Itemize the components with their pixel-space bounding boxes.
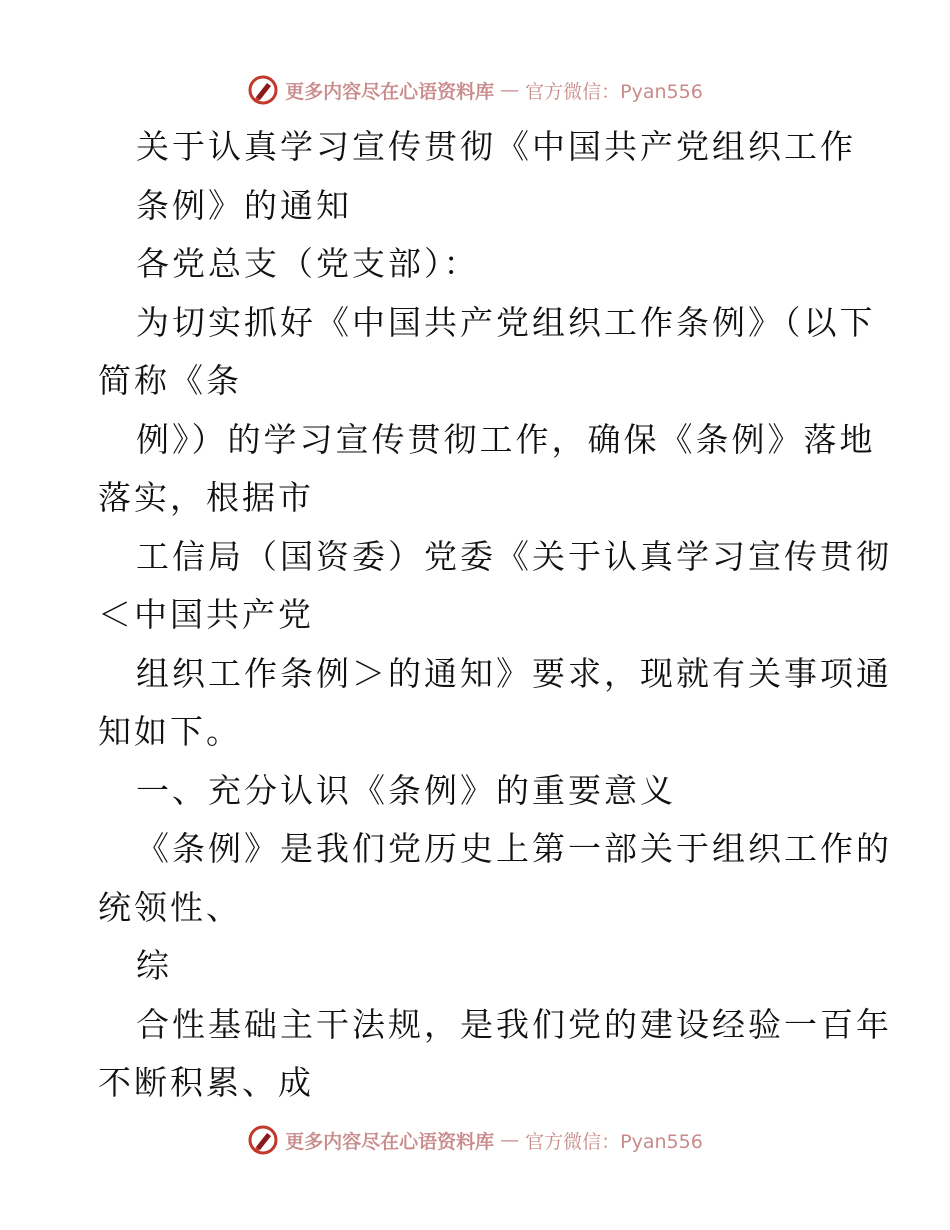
pen-logo-icon <box>247 1124 279 1156</box>
watermark-contact: 官方微信：Pyan556 <box>525 80 703 103</box>
watermark-footer <box>0 1122 950 1158</box>
document-line: 不断积累、成 <box>98 1063 314 1102</box>
document-line: 条例》的通知 <box>136 185 352 225</box>
document-line: 各党总支（党支部）： <box>136 244 480 283</box>
document-line: 综 <box>136 946 172 985</box>
document-line: 为切实抓好《中国共产党组织工作条例》（以下 <box>136 302 876 342</box>
document-line: 关于认真学习宣传贯彻《中国共产党组织工作 <box>136 127 856 166</box>
document-line: ＜中国共产党 <box>98 595 314 634</box>
document-line: 《条例》是我们党历史上第一部关于组织工作的 <box>136 829 892 868</box>
document-line: 统领性、 <box>98 887 242 927</box>
watermark-contact: 官方微信：Pyan556 <box>525 1130 703 1153</box>
watermark-dash: — <box>500 79 520 101</box>
pen-logo-icon <box>247 74 279 106</box>
watermark-site-text: 更多内容尽在心语资料库 <box>285 1130 495 1153</box>
document-line: 一、充分认识《条例》的重要意义 <box>136 770 676 810</box>
document-line: 知如下。 <box>98 712 242 751</box>
document-line: 落实，根据市 <box>98 478 314 517</box>
document-line: 例》）的学习宣传贯彻工作，确保《条例》落地 <box>136 419 876 459</box>
document-line: 简称《条 <box>98 361 242 400</box>
document-line: 组织工作条例＞的通知》要求，现就有关事项通 <box>136 653 892 693</box>
document-line: 工信局（国资委）党委《关于认真学习宣传贯彻 <box>136 536 892 576</box>
document-line: 合性基础主干法规，是我们党的建设经验一百年 <box>136 1004 892 1044</box>
watermark-header <box>0 72 950 108</box>
watermark-site-text: 更多内容尽在心语资料库 <box>285 80 495 103</box>
document-body <box>98 118 892 1113</box>
watermark-dash: — <box>500 1129 520 1151</box>
